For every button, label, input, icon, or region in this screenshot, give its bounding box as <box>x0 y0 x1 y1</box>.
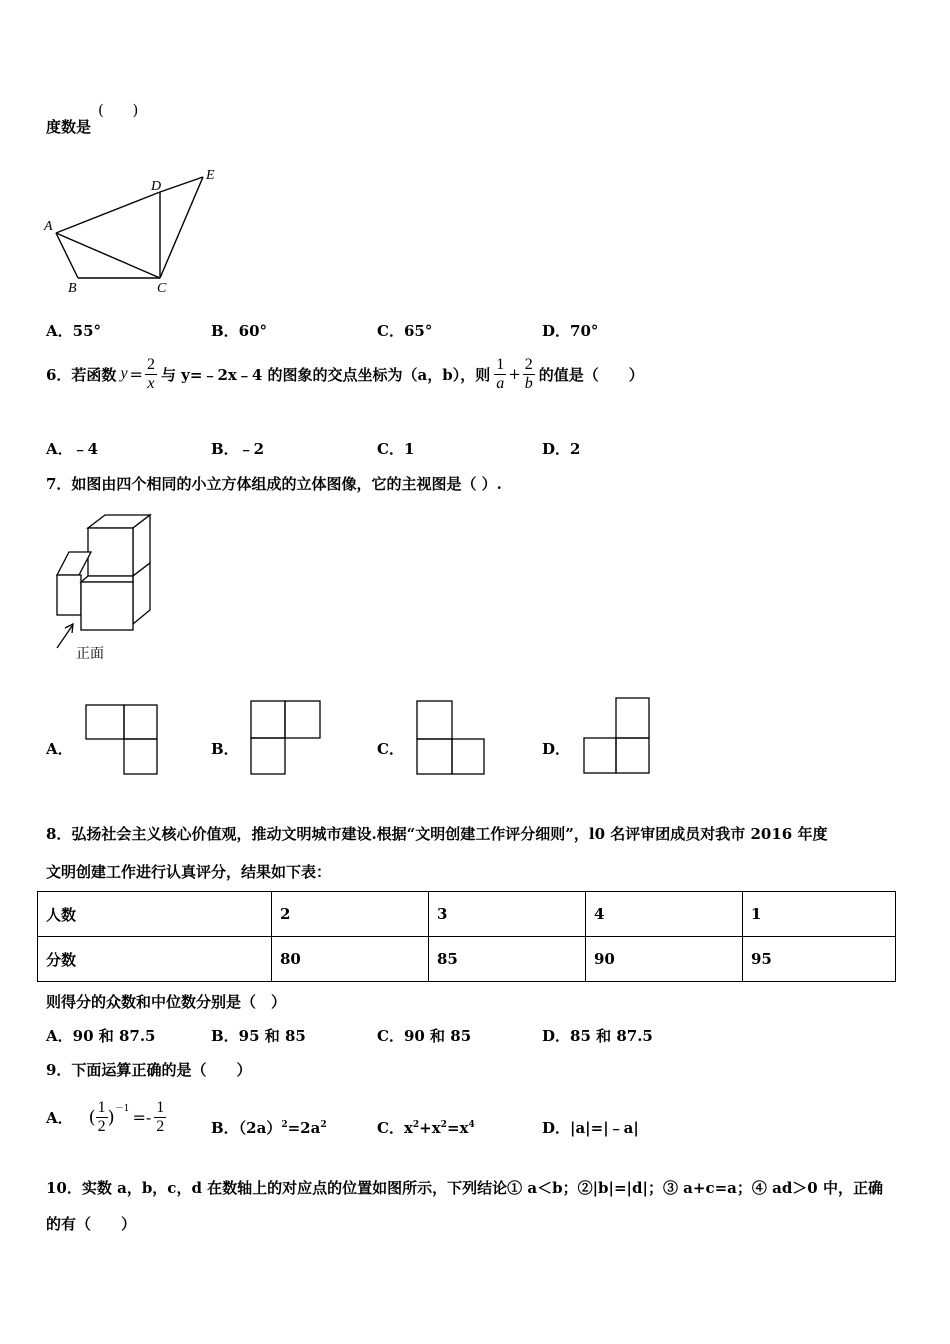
front-arrow-shaft <box>57 626 72 648</box>
q9-a-label: A． <box>46 1108 73 1127</box>
q10-stem-line2: 的有（ ） <box>46 1215 137 1233</box>
q9-a-rparen: ) <box>107 1106 115 1128</box>
q9-a-result-fraction <box>154 1099 166 1136</box>
q9-b-exp: 2 <box>281 1120 288 1130</box>
q7-option-b-label[interactable]: B． <box>211 740 239 758</box>
q9-b-exp2: 2 <box>320 1120 327 1130</box>
label-c: C <box>157 281 167 296</box>
label-d: D <box>151 179 162 194</box>
table-cell: 90 <box>586 937 743 982</box>
q9-b-label: B．（2a） <box>211 1119 282 1137</box>
q7-option-d-view[interactable] <box>582 696 654 778</box>
q6-fn-num: 2 <box>146 355 155 373</box>
q6-function <box>120 356 157 393</box>
segment-de <box>160 177 203 192</box>
a-square-2 <box>124 705 157 739</box>
q7-cube-figure <box>48 508 168 668</box>
d-square-3 <box>616 738 649 773</box>
q6-fn-eq: = <box>129 364 143 384</box>
q6-plus: + <box>508 365 521 383</box>
q9-option-a[interactable] <box>46 1094 166 1140</box>
q8-option-c[interactable]: C．90 和 85 <box>377 1027 472 1045</box>
q9-a-rden: 2 <box>156 1117 165 1135</box>
q7-option-c-view[interactable] <box>415 700 487 778</box>
table-cell: 1 <box>743 892 896 937</box>
q7-option-a-view[interactable] <box>85 703 160 778</box>
q9-a-lparen: ( <box>88 1106 96 1128</box>
c-square-1 <box>417 701 452 739</box>
q5-option-a[interactable]: A．55° <box>46 322 102 340</box>
table-cell: 分数 <box>38 937 272 982</box>
q6-stem <box>46 352 644 396</box>
q9-option-b[interactable] <box>211 1117 327 1138</box>
q6-f2-den: b <box>524 374 533 392</box>
table-cell: 4 <box>586 892 743 937</box>
table-cell: 95 <box>743 937 896 982</box>
segment-ab <box>56 233 78 278</box>
q6-f2-num: 2 <box>524 355 533 373</box>
q6-option-b[interactable]: B．﹣2 <box>211 440 265 458</box>
q5-option-d[interactable]: D．70° <box>542 322 599 340</box>
b-square-1 <box>251 701 285 738</box>
q6-mid: 与 y=﹣2x﹣4 的图象的交点坐标为（a，b），则 <box>160 365 491 384</box>
q9-c-label: C．x <box>377 1119 413 1137</box>
q6-f1-num: 1 <box>496 355 505 373</box>
cube-left-front <box>57 575 81 615</box>
segment-ad <box>56 192 160 233</box>
q9-a-den: 2 <box>97 1117 106 1135</box>
segment-ec <box>160 177 203 278</box>
label-e: E <box>206 168 215 183</box>
q9-a-rnum: 1 <box>156 1098 165 1116</box>
cube-front-face <box>81 582 133 630</box>
q8-option-d[interactable]: D．85 和 87.5 <box>542 1027 653 1045</box>
q9-option-d[interactable]: D．|a|=|﹣a| <box>542 1119 639 1137</box>
q9-a-equals: =- <box>132 1107 152 1127</box>
b-square-2 <box>285 701 320 738</box>
q7-option-c-label[interactable]: C． <box>377 740 404 758</box>
a-square-3 <box>124 739 157 774</box>
c-square-2 <box>417 739 452 774</box>
table-cell: 3 <box>429 892 586 937</box>
q8-after-text: 则得分的众数和中位数分别是（ ） <box>46 993 287 1011</box>
q6-fraction-2 <box>523 356 535 393</box>
c-square-3 <box>452 739 484 774</box>
q5-paren: ( ) <box>98 101 139 119</box>
d-square-2 <box>584 738 616 773</box>
table-cell: 80 <box>272 937 429 982</box>
q9-b-eq: =2a <box>287 1119 321 1137</box>
table-cell: 人数 <box>38 892 272 937</box>
score-table <box>37 891 896 982</box>
q6-fraction-1 <box>494 356 506 393</box>
q9-c-eq: =x <box>446 1119 469 1137</box>
q8-stem-line1: 8．弘扬社会主义核心价值观，推动文明城市建设.根据“文明创建工作评分细则”，l0 名评审团成员对我市 2016 年度 <box>46 825 828 843</box>
cube-top-front <box>88 528 133 576</box>
q7-stem: 7．如图由四个相同的小立方体组成的立体图像，它的主视图是（ ）. <box>46 475 502 493</box>
cube-front-lid <box>81 576 133 582</box>
q6-option-c[interactable]: C．1 <box>377 440 415 458</box>
q6-fn-den: x <box>147 374 155 392</box>
table-cell: 85 <box>429 937 586 982</box>
q8-option-b[interactable]: B．95 和 85 <box>211 1027 306 1045</box>
table-row <box>38 937 896 982</box>
b-square-3 <box>251 738 285 774</box>
q6-option-d[interactable]: D．2 <box>542 440 581 458</box>
a-square-1 <box>86 705 124 739</box>
q6-prefix: 6．若函数 <box>46 365 117 384</box>
q8-option-a[interactable]: A．90 和 87.5 <box>46 1027 156 1045</box>
label-b: B <box>68 281 77 296</box>
cube-left-lid <box>57 552 91 575</box>
q6-fn-fraction <box>145 356 157 393</box>
q5-tail: 度数是 <box>46 118 92 136</box>
q6-fn-y: y <box>120 365 128 382</box>
q5-option-c[interactable]: C．65° <box>377 322 433 340</box>
table-row <box>38 892 896 937</box>
segment-ac <box>56 233 160 278</box>
q5-tail-text <box>46 116 91 137</box>
q7-option-d-label[interactable]: D． <box>542 740 571 758</box>
label-a: A <box>44 219 53 234</box>
q7-option-b-view[interactable] <box>250 700 325 778</box>
q6-f1-den: a <box>496 374 505 392</box>
q9-a-num: 1 <box>97 1098 106 1116</box>
q10-stem-line1: 10．实数 a，b，c，d 在数轴上的对应点的位置如图所示，下列结论① a＜b；②|b|=|d|；③ a+c=a；④ ad＞0 中，正确 <box>46 1179 883 1197</box>
table-cell: 2 <box>272 892 429 937</box>
q9-option-c[interactable] <box>377 1117 475 1138</box>
d-square-1 <box>616 698 649 738</box>
q9-c-exp2: 2 <box>440 1120 447 1130</box>
q9-a-exponent: －1 <box>114 1103 130 1114</box>
q6-option-a[interactable]: A．﹣4 <box>46 440 99 458</box>
q9-c-exp1: 2 <box>412 1120 420 1130</box>
q9-c-mid: +x <box>419 1119 441 1137</box>
q5-option-b[interactable]: B．60° <box>211 322 268 340</box>
front-label: 正面 <box>76 647 104 662</box>
q8-stem-line2: 文明创建工作进行认真评分，结果如下表： <box>46 863 332 881</box>
q7-option-a-label[interactable]: A． <box>46 740 73 758</box>
front-arrow-head <box>65 624 73 633</box>
q9-stem: 9．下面运算正确的是（ ） <box>46 1061 252 1079</box>
q9-c-exp3: 4 <box>468 1120 475 1130</box>
q5-geometry-figure <box>40 160 230 300</box>
q9-a-fraction <box>96 1099 108 1136</box>
q6-suffix: 的值是（ ） <box>538 365 644 384</box>
